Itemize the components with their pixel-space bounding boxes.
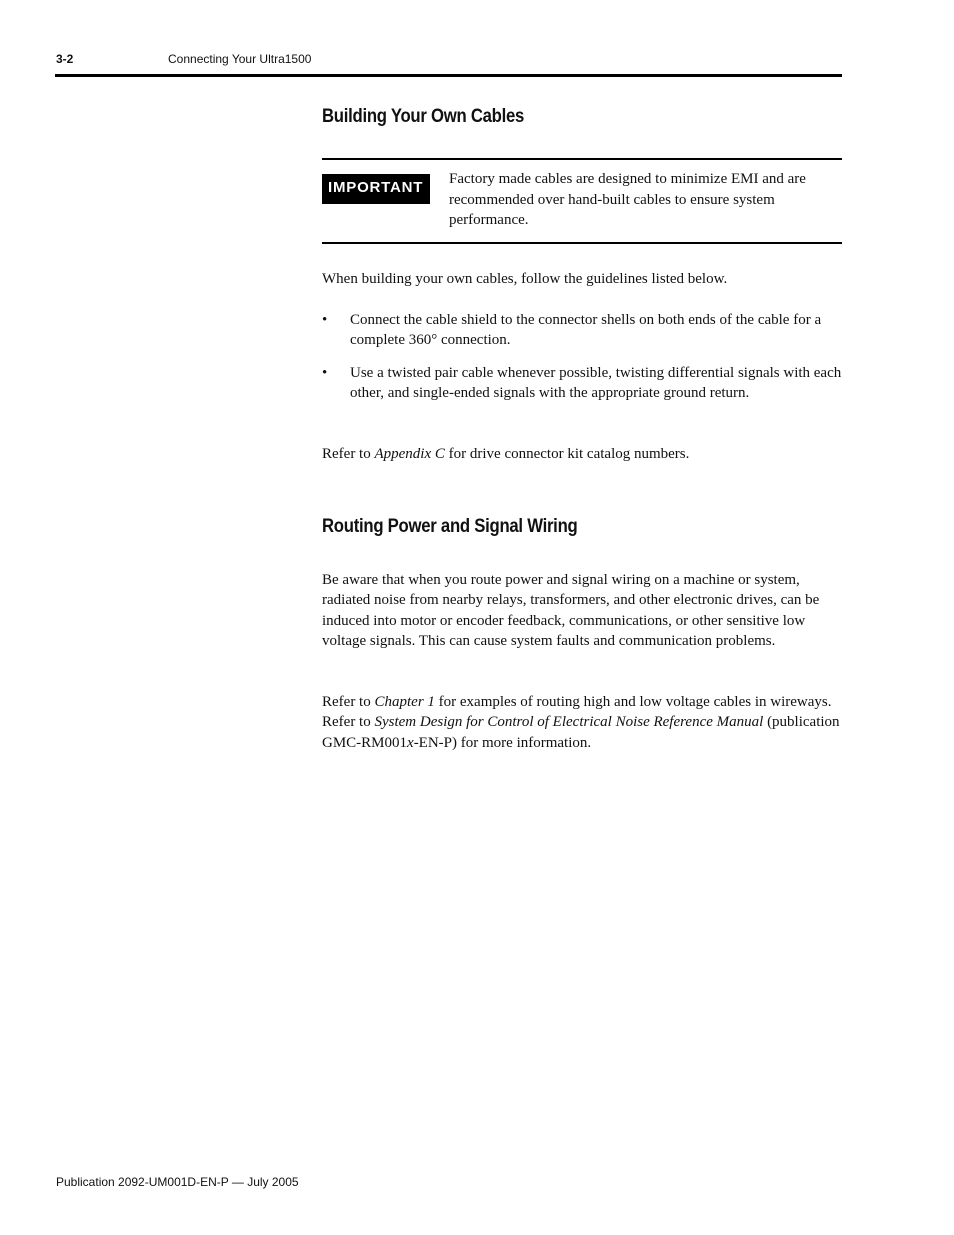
manual-title: System Design for Control of Electrical Noise Reference Manual	[374, 714, 764, 731]
important-text: Factory made cables are designed to minimize EMI and are recommended over hand-built cables to ensure system performance.	[449, 171, 806, 228]
guidelines-intro: When building your own cables, follow the guidelines listed below.	[322, 271, 728, 287]
publication-variant: x	[407, 734, 414, 751]
appendix-reference	[322, 444, 842, 464]
refer-prefix: Refer to	[322, 446, 375, 462]
running-header-title: Connecting Your Ultra1500	[168, 52, 312, 66]
important-callout	[322, 158, 842, 244]
important-badge: IMPORTANT	[322, 174, 430, 204]
list-item	[322, 310, 842, 351]
list-item-text: Use a twisted pair cable whenever possible, twisting differential signals with each other, and single-ended signals with the appropriate ground return.	[350, 365, 842, 402]
chapter-reference	[322, 692, 842, 753]
routing-paragraph: Be aware that when you route power and signal wiring on a machine or system, radiated noise from nearby relays, transformers, and other electronic drives, can be induced into motor or encoder feedback, communications, or other sensitive low voltage signals. This can cause system faults and communication problems.	[322, 572, 820, 649]
bullet-icon: •	[322, 365, 328, 382]
refer-suffix: for drive connector kit catalog numbers.	[444, 446, 690, 462]
publication-prefix: (publication GMC-RM001	[322, 714, 840, 751]
list-item-text: Connect the cable shield to the connector shells on both ends of the cable for a complete 360° connection.	[350, 312, 822, 349]
section-heading-building-cables: Building Your Own Cables	[322, 106, 525, 127]
list-item	[322, 363, 842, 404]
refer-middle: for examples of routing high and low voltage cables in wireways. Refer to	[322, 694, 832, 731]
page-number: 3-2	[56, 52, 74, 66]
bullet-icon: •	[322, 312, 328, 328]
chapter-link[interactable]: Chapter 1	[374, 694, 435, 710]
refer-prefix: Refer to	[322, 694, 375, 710]
appendix-link[interactable]: Appendix C	[374, 446, 445, 462]
header-rule	[55, 74, 842, 77]
guidelines-list	[322, 310, 842, 416]
section-heading-routing-wiring: Routing Power and Signal Wiring	[322, 516, 578, 537]
footer-publication: Publication 2092-UM001D-EN-P — July 2005	[56, 1175, 299, 1189]
publication-suffix: -EN-P) for more information.	[413, 734, 592, 751]
